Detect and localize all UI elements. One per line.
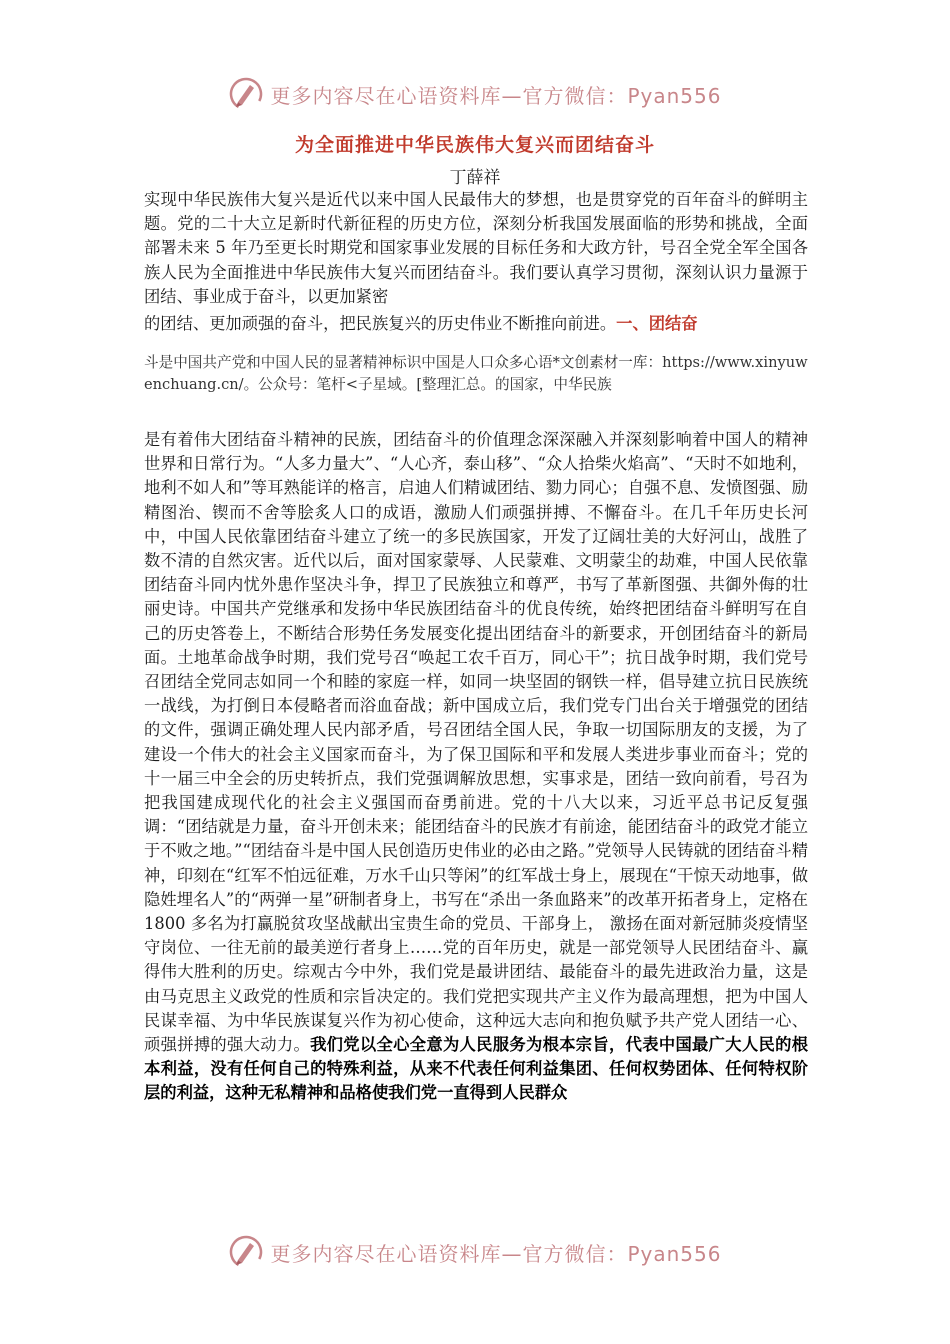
paragraph-body	[144, 428, 808, 1106]
paragraph-continued-text: 的团结、更加顽强的奋斗，把民族复兴的历史伟业不断推向前进。	[144, 314, 617, 333]
article-title: 为全面推进中华民族伟大复兴而团结奋斗	[294, 134, 655, 156]
section-heading: 一、团结奋	[616, 314, 698, 333]
paragraph-body-bold: 我们党以全心全意为人民服务为根本宗旨，代表中国最广大人民的根本利益，没有任何自己的特殊利益，从来不代表任何利益集团、任何权势团体、任何特权阶层的利益，这种无私精神和品格使我们党一直得到人民群众	[144, 1035, 808, 1103]
article-author: 丁薛祥	[449, 168, 501, 188]
banner-text: 更多内容尽在心语资料库—官方微信：Pyan556	[270, 1241, 722, 1266]
header-banner	[0, 74, 950, 114]
paragraph-watermark-note: 斗是中国共产党和中国人民的显著精神标识中国是人口众多心语*文创素材一库：https://www.xinyuwenchuang.cn/。公众号：笔杆<子星域。[整理汇总。的国家，中华民族	[144, 354, 808, 393]
banner-text: 更多内容尽在心语资料库—官方微信：Pyan556	[270, 83, 722, 108]
pen-nib-logo-icon	[228, 76, 264, 112]
footer-banner	[0, 1232, 950, 1272]
pen-nib-logo-icon	[228, 1234, 264, 1270]
paragraph-body-text: 是有着伟大团结奋斗精神的民族，团结奋斗的价值理念深深融入并深刻影响着中国人的精神世界和日常行为。“人多力量大”、“人心齐，泰山移”、“众人拾柴火焰高”、“天时不如地利，地利不如人和”等耳熟能详的格言，启迪人们精诚团结、勠力同心；自强不息、发愤图强、励精图治、锲而不舍等脍炙人口的成语，激励人们顽强拼搏、不懈奋斗。在几千年历史长河中，中国人民依靠团结奋斗建立了统一的多民族国家，开发了辽阔壮美的大好河山，战胜了数不清的自然灾害。近代以后，面对国家蒙辱、人民蒙难、文明蒙尘的劫难，中国人民依靠团结奋斗同内忧外患作坚决斗争，捍卫了民族独立和尊严，书写了革新图强、共御外侮的壮丽史诗。中国共产党继承和发扬中华民族团结奋斗的优良传统，始终把团结奋斗鲜明写在自己的历史答卷上，不断结合形势任务发展变化提出团结奋斗的新要求，开创团结奋斗的新局面。土地革命战争时期，我们党号召“唤起工农千百万，同心干”；抗日战争时期，我们党号召团结全党同志如同一个和睦的家庭一样，如同一块坚固的钢铁一样，倡导建立抗日民族统一战线，为打倒日本侵略者而浴血奋战；新中国成立后，我们党专门出台关于增强党的团结的文件，强调正确处理人民内部矛盾，号召团结全国人民，争取一切国际朋友的支援，为了建设一个伟大的社会主义国家而奋斗，为了保卫国际和平和发展人类进步事业而奋斗；党的十一届三中全会的历史转折点，我们党强调解放思想，实事求是，团结一致向前看，号召为把我国建成现代化的社会主义强国而奋勇前进。党的十八大以来，习近平总书记反复强调：“团结就是力量，奋斗开创未来；能团结奋斗的民族才有前途，能团结奋斗的政党才能立于不败之地。”“团结奋斗是中国人民创造历史伟业的必由之路。”党领导人民铸就的团结奋斗精神，印刻在“红军不怕远征难，万水千山只等闲”的红军战士身上，展现在“干惊天动地事，做隐姓埋名人”的“两弹一星”研制者身上，书写在“杀出一条血路来”的改革开拓者身上，定格在 1800 多名为打赢脱贫攻坚战献出宝贵生命的党员、干部身上， 激扬在面对新冠肺炎疫情坚守岗位、一往无前的最美逆行者身上……党的百年历史，就是一部党领导人民团结奋斗、赢得伟大胜利的历史。综观古今中外，我们党是最讲团结、最能奋斗的最先进政治力量，这是由马克思主义政党的性质和宗旨决定的。我们党把实现共产主义作为最高理想，把为中国人民谋幸福、为中华民族谋复兴作为初心使命，这种远大志向和抱负赋予共产党人团结一心、顽强拼搏的强大动力。	[144, 430, 808, 1055]
paragraph-intro: 实现中华民族伟大复兴是近代以来中国人民最伟大的梦想，也是贯穿党的百年奋斗的鲜明主题。党的二十大立足新时代新征程的历史方位，深刻分析我国发展面临的形势和挑战，全面部署未来 5 年乃至更长时期党和国家事业发展的目标任务和大政方针，号召全党全军全国各族人民为全面推进中华民族伟大复兴而团结奋斗。我们要认真学习贯彻，深刻认识力量源于团结、事业成于奋斗，以更加紧密	[144, 190, 808, 306]
paragraph-continued	[144, 312, 808, 336]
